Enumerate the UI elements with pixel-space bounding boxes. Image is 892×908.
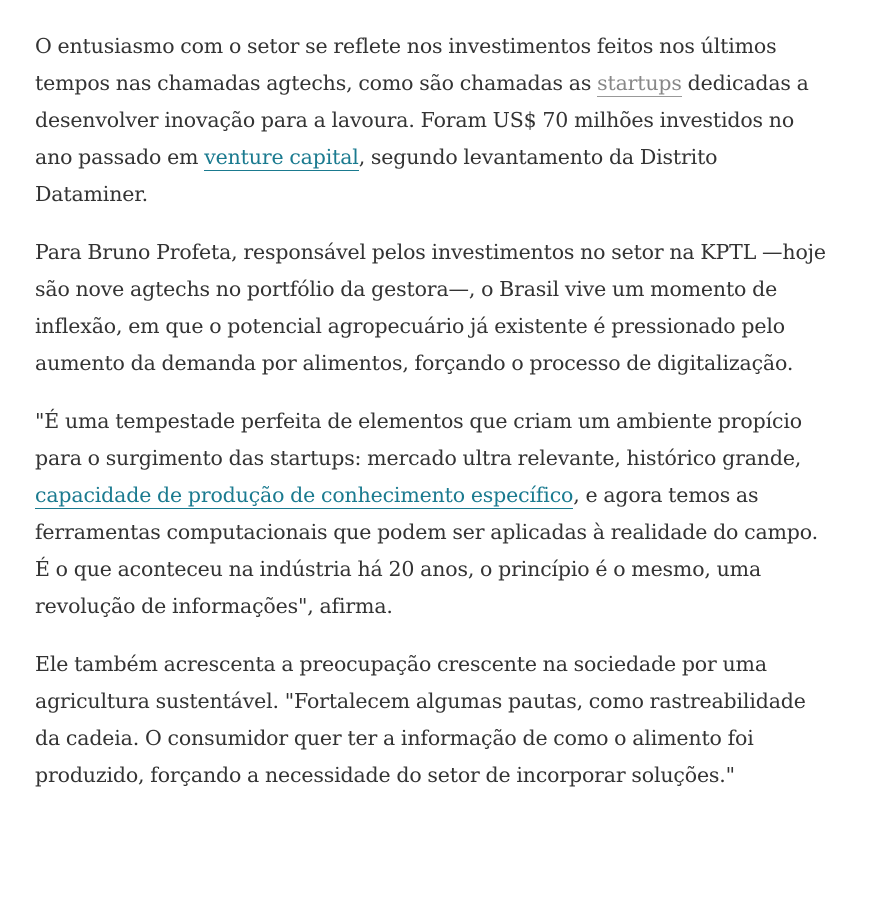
paragraph-1 [35, 28, 835, 213]
paragraph-1-text-middle: dedicadas a desenvolver inovação para a lavoura. Foram US$ 70 milhões investidos no ano passado em [35, 71, 809, 169]
paragraph-1-text-end: , segundo levantamento da Distrito Dataminer. [35, 145, 718, 206]
paragraph-4: Ele também acrescenta a preocupação crescente na sociedade por uma agricultura sustentável. "Fortalecem algumas pautas, como rastreabilidade da cadeia. O consumidor quer ter a informação de como o alimento foi produzido, forçando a necessidade do setor de incorporar soluções." [35, 652, 806, 787]
knowledge-production-link[interactable]: capacidade de produção de conhecimento específico [35, 483, 574, 507]
paragraph-1-text-start: O entusiasmo com o setor se reflete nos investimentos feitos nos últimos tempos nas chamadas agtechs, como são chamadas as [35, 34, 777, 95]
paragraph-3-text-end: , e agora temos as ferramentas computacionais que podem ser aplicadas à realidade do campo. É o que aconteceu na indústria há 20 anos, o princípio é o mesmo, uma revolução de informações", afirma. [35, 483, 818, 618]
article-body [35, 28, 835, 815]
paragraph-3 [35, 403, 835, 625]
paragraph-3-text-start: "É uma tempestade perfeita de elementos que criam um ambiente propício para o surgimento das startups: mercado ultra relevante, histórico grande, [35, 409, 802, 470]
startups-link[interactable]: startups [597, 71, 682, 95]
paragraph-2: Para Bruno Profeta, responsável pelos investimentos no setor na KPTL —hoje são nove agtechs no portfólio da gestora—, o Brasil vive um momento de inflexão, em que o potencial agropecuário já existente é pressionado pelo aumento da demanda por alimentos, forçando o processo de digitalização. [35, 240, 826, 375]
venture-capital-link[interactable]: venture capital [204, 145, 359, 169]
